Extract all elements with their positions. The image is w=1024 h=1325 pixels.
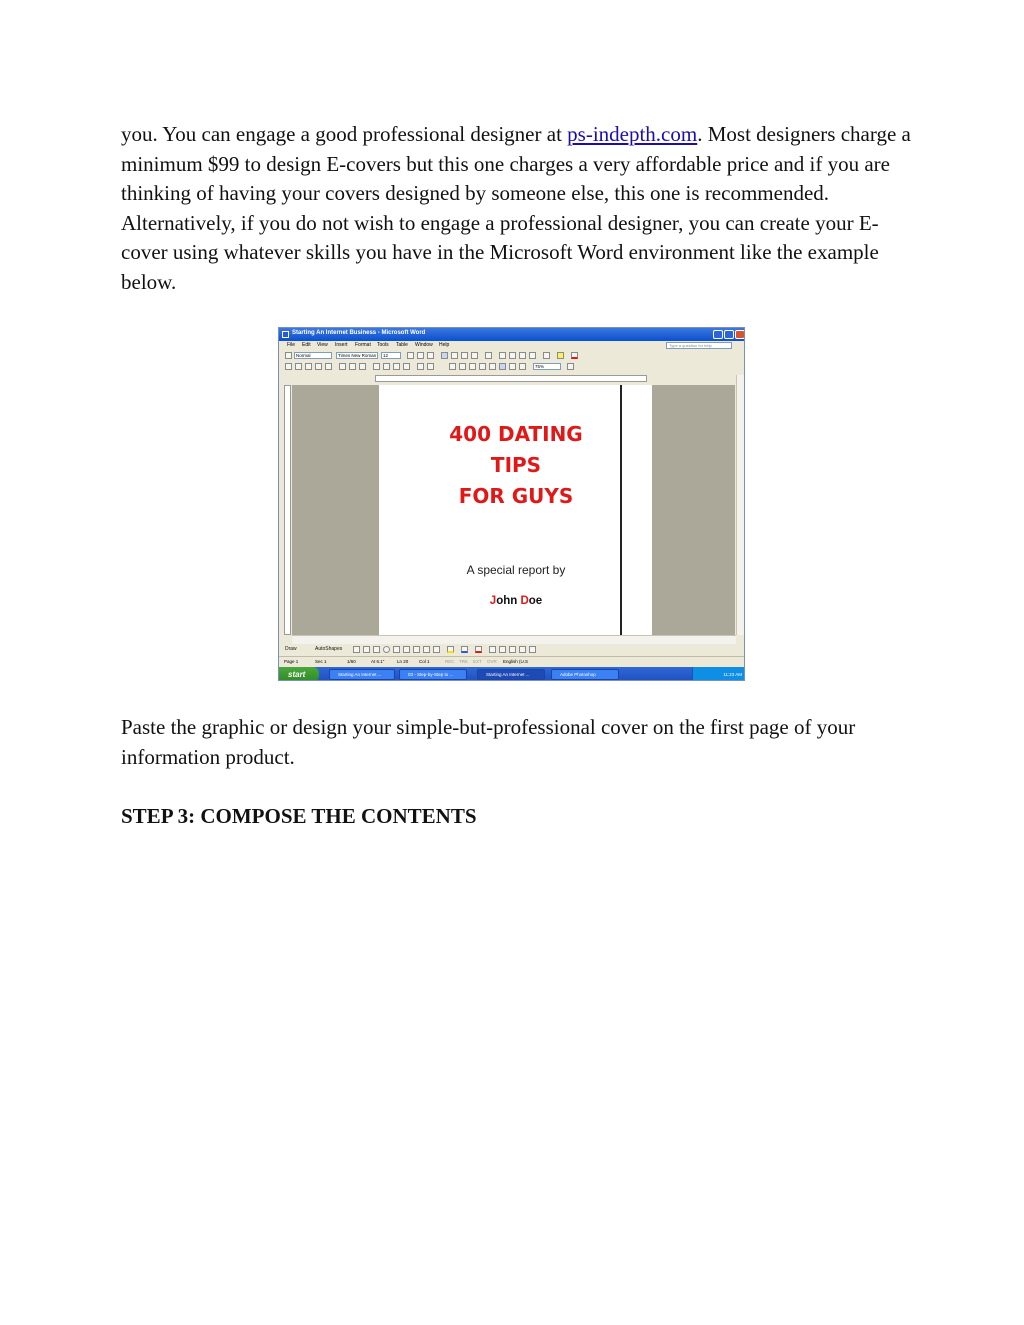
menu-tools[interactable]: Tools	[377, 342, 389, 348]
cover-page	[412, 385, 620, 635]
print-preview-icon[interactable]	[349, 363, 356, 370]
underline-icon[interactable]	[427, 352, 434, 359]
insert-excel-icon[interactable]	[479, 363, 486, 370]
menu-file[interactable]: File	[287, 342, 296, 348]
menu-table[interactable]: Table	[396, 342, 408, 348]
formatting-toolbar	[281, 351, 743, 361]
picture-icon[interactable]	[433, 646, 440, 653]
fill-color-icon[interactable]	[447, 646, 454, 653]
taskbar-item[interactable]: Starting An Internet ...	[477, 669, 545, 680]
show-hide-icon[interactable]	[519, 363, 526, 370]
maximize-icon[interactable]	[724, 330, 734, 339]
font-size-select[interactable]: 12	[381, 352, 401, 359]
line-icon[interactable]	[353, 646, 360, 653]
print-icon[interactable]	[339, 363, 346, 370]
menu-window[interactable]: Window	[415, 342, 433, 348]
hyperlink-icon[interactable]	[449, 363, 456, 370]
start-button[interactable]: start	[279, 667, 319, 681]
ask-question-input[interactable]: Type a question for help	[666, 342, 732, 349]
cover-author	[412, 595, 620, 607]
align-left-icon[interactable]	[441, 352, 448, 359]
line-style-icon[interactable]	[489, 646, 496, 653]
minimize-icon[interactable]	[713, 330, 723, 339]
increase-indent-icon[interactable]	[529, 352, 536, 359]
window-titlebar	[279, 328, 745, 341]
status-section: Sec 1	[315, 659, 327, 664]
format-painter-icon[interactable]	[403, 363, 410, 370]
cover-title-line: 400 DATING	[449, 422, 583, 446]
menu-insert[interactable]: Insert	[335, 342, 348, 348]
taskbar	[279, 667, 745, 681]
status-rec: REC	[445, 659, 455, 664]
word-app-icon	[282, 331, 289, 338]
columns-icon[interactable]	[489, 363, 496, 370]
paste-icon[interactable]	[393, 363, 400, 370]
drawing-toolbar	[281, 645, 743, 655]
save-icon[interactable]	[305, 363, 312, 370]
window-title: Starting An Internet Business - Microsoft Word	[292, 330, 426, 336]
status-page-count: 1/60	[347, 659, 356, 664]
status-trk: TRK	[459, 659, 468, 664]
spelling-icon[interactable]	[359, 363, 366, 370]
standard-toolbar	[281, 362, 743, 372]
step3-heading: STEP 3: COMPOSE THE CONTENTS	[121, 804, 477, 828]
cover-subtitle: A special report by	[466, 563, 566, 577]
rectangle-icon[interactable]	[373, 646, 380, 653]
style-select[interactable]: Normal	[294, 352, 332, 359]
autoshapes-menu[interactable]: AutoShapes	[315, 646, 343, 652]
intro-text-after: . Most designers charge a minimum $99 to design E-covers but this one charges a very affordable price and if you are thinking of having your covers designed by someone else, this one is recommended. Alternatively, if you do not wish to engage a professional designer, you can create your E-cover using whatever skills you have in the Microsoft Word environment like the example below.	[121, 122, 911, 294]
styles-icon[interactable]	[285, 352, 292, 359]
line-spacing-icon[interactable]	[485, 352, 492, 359]
font-select[interactable]: Times New Roman	[338, 353, 377, 358]
drawing-icon[interactable]	[499, 363, 506, 370]
cut-icon[interactable]	[373, 363, 380, 370]
ps-indepth-link[interactable]: ps-indepth.com	[567, 122, 698, 146]
status-ovr: OVR	[487, 659, 497, 664]
document-map-icon[interactable]	[509, 363, 516, 370]
status-page: Page 1	[284, 659, 299, 664]
redo-icon[interactable]	[427, 363, 434, 370]
highlight-icon[interactable]	[557, 352, 564, 359]
dash-style-icon[interactable]	[499, 646, 506, 653]
decrease-indent-icon[interactable]	[519, 352, 526, 359]
status-at: At 6.1"	[371, 659, 385, 664]
arrow-icon[interactable]	[363, 646, 370, 653]
cover-title-line: FOR GUYS	[458, 484, 574, 508]
help-icon[interactable]	[567, 363, 574, 370]
border-icon[interactable]	[543, 352, 550, 359]
status-ext: EXT	[473, 659, 482, 664]
menu-edit[interactable]: Edit	[302, 342, 311, 348]
clipart-icon[interactable]	[423, 646, 430, 653]
permission-icon[interactable]	[315, 363, 322, 370]
shadow-icon[interactable]	[519, 646, 526, 653]
draw-menu[interactable]: Draw	[285, 646, 297, 652]
cover-title-line: TIPS	[490, 453, 542, 477]
close-icon[interactable]	[735, 330, 745, 339]
system-clock: 11:23 AM	[692, 667, 745, 681]
line-color-icon[interactable]	[461, 646, 468, 653]
taskbar-item[interactable]: Starting An Internet ...	[329, 669, 395, 680]
taskbar-item[interactable]: Adobe Photoshop	[551, 669, 619, 680]
bullets-icon[interactable]	[509, 352, 516, 359]
paste-paragraph: Paste the graphic or design your simple-but-professional cover on the first page of your information product.	[121, 715, 856, 769]
taskbar-item[interactable]: 03 - Step-by-Step to ...	[399, 669, 467, 680]
textbox-icon[interactable]	[393, 646, 400, 653]
copy-icon[interactable]	[383, 363, 390, 370]
insert-table-icon[interactable]	[469, 363, 476, 370]
vertical-ruler	[284, 385, 291, 635]
italic-icon[interactable]	[417, 352, 424, 359]
vertical-scrollbar[interactable]	[736, 375, 745, 635]
intro-text-before: you. You can engage a good professional designer at	[121, 122, 568, 146]
justify-icon[interactable]	[471, 352, 478, 359]
menu-view[interactable]: View	[317, 342, 328, 348]
horizontal-ruler	[375, 375, 647, 382]
status-language: English (U.S	[503, 659, 529, 664]
open-icon[interactable]	[295, 363, 302, 370]
author-part: ohn	[496, 595, 521, 607]
status-column: Col 1	[419, 659, 430, 664]
author-part: oe	[528, 595, 543, 607]
cover-title	[412, 419, 620, 512]
align-center-icon[interactable]	[451, 352, 458, 359]
numbering-icon[interactable]	[499, 352, 506, 359]
tables-borders-icon[interactable]	[459, 363, 466, 370]
zoom-select[interactable]: 75%	[533, 363, 561, 370]
menu-format[interactable]: Format	[355, 342, 371, 348]
status-bar	[279, 656, 745, 667]
word-screenshot-figure	[278, 327, 745, 681]
document-area	[292, 385, 735, 635]
status-line: Ln 20	[397, 659, 409, 664]
menu-help[interactable]: Help	[439, 342, 450, 348]
wordart-icon[interactable]	[403, 646, 410, 653]
arrow-style-icon[interactable]	[509, 646, 516, 653]
author-initial: J	[489, 595, 497, 607]
align-right-icon[interactable]	[461, 352, 468, 359]
draw-font-color-icon[interactable]	[475, 646, 482, 653]
author-initial: D	[520, 595, 529, 607]
3d-icon[interactable]	[529, 646, 536, 653]
undo-icon[interactable]	[417, 363, 424, 370]
horizontal-scrollbar[interactable]	[292, 635, 736, 644]
intro-paragraph	[121, 120, 911, 297]
new-document-icon[interactable]	[285, 363, 292, 370]
bold-icon[interactable]	[407, 352, 414, 359]
previous-page	[379, 385, 414, 635]
email-icon[interactable]	[325, 363, 332, 370]
diagram-icon[interactable]	[413, 646, 420, 653]
oval-icon[interactable]	[383, 646, 390, 653]
next-page	[620, 385, 652, 635]
font-color-icon[interactable]	[571, 352, 578, 359]
